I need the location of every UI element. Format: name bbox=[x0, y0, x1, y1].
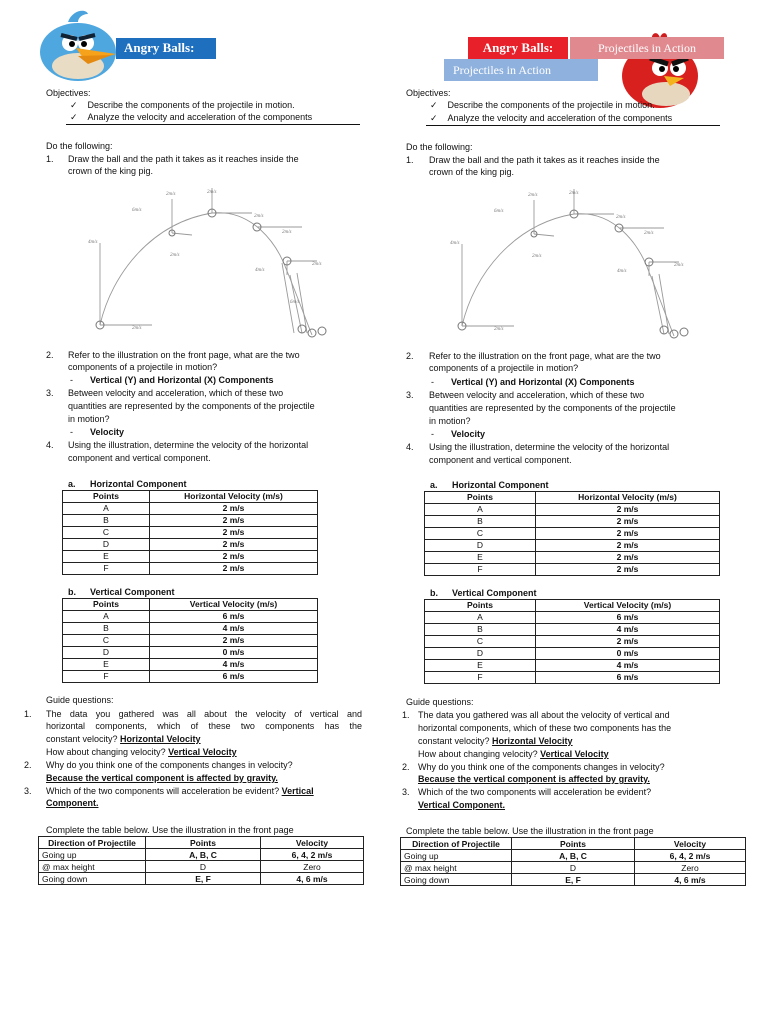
g1-text-1: The data you gathered was all about the velocity of vertical and bbox=[418, 710, 670, 720]
sketch-label: 2m/s bbox=[494, 327, 504, 332]
g3-text-1: Which of the two components will acceleration be evident? bbox=[418, 787, 652, 797]
g1-text-3: constant velocity? Horizontal Velocity bbox=[46, 734, 201, 744]
q3-answer: Velocity bbox=[90, 427, 125, 437]
vertical-label: Vertical Component bbox=[90, 587, 175, 597]
table-row: F 2 m/s bbox=[425, 564, 720, 576]
sketch-label: 2m/s bbox=[170, 253, 180, 258]
q3-text-2: quantities are represented by the components of the projectile bbox=[68, 401, 315, 411]
table-row: B 4 m/s bbox=[63, 623, 318, 635]
q1-number: 1. bbox=[406, 155, 414, 165]
q2-text-1: Refer to the illustration on the front page, what are the two bbox=[68, 350, 300, 360]
q3-text-1: Between velocity and acceleration, which of these two bbox=[429, 390, 645, 400]
table-row: A 6 m/s bbox=[425, 612, 720, 624]
table-row: E 2 m/s bbox=[63, 551, 318, 563]
g1-answer-2: Vertical Velocity bbox=[540, 749, 609, 759]
q3-dash: - bbox=[431, 429, 434, 439]
table-row: @ max height D Zero bbox=[401, 862, 746, 874]
g3-number: 3. bbox=[24, 786, 32, 796]
g1-number: 1. bbox=[24, 709, 32, 719]
q2-answer: Vertical (Y) and Horizontal (X) Components bbox=[451, 377, 635, 387]
q2-text-2: components of a projectile in motion? bbox=[429, 363, 579, 373]
table-row: B 2 m/s bbox=[63, 515, 318, 527]
g1-text-4: How about changing velocity? Vertical Velocity bbox=[418, 749, 609, 759]
sketch-label: 6m/s bbox=[290, 300, 300, 305]
sketch-label: 2m/s bbox=[532, 254, 542, 259]
objectives-rule bbox=[426, 125, 720, 126]
horizontal-label: Horizontal Component bbox=[452, 480, 549, 490]
vertical-table bbox=[424, 599, 720, 684]
g1-text-1: The data you gathered was all about the velocity of vertical and bbox=[46, 709, 362, 719]
blue-bird-icon bbox=[28, 8, 120, 82]
table-row: D 2 m/s bbox=[63, 539, 318, 551]
horizontal-table bbox=[62, 490, 318, 575]
g3-number: 3. bbox=[402, 787, 410, 797]
title-banner: Angry Balls: bbox=[116, 38, 216, 59]
g1-text-2: horizontal components, which of these two components has the bbox=[46, 721, 362, 731]
table-row: Going up A, B, C 6, 4, 2 m/s bbox=[39, 849, 364, 861]
horizontal-label-letter: a. bbox=[68, 479, 76, 489]
g1-answer-1: Horizontal Velocity bbox=[492, 736, 573, 746]
header-cell: Vertical Velocity (m/s) bbox=[536, 600, 720, 612]
g1-text-4: How about changing velocity? Vertical Velocity bbox=[46, 747, 237, 757]
objectives-heading: Objectives: bbox=[46, 88, 91, 98]
subtitle-banner-pink: Projectiles in Action bbox=[570, 37, 724, 59]
sketch-label: 4m/s bbox=[450, 241, 460, 246]
header-cell: Velocity bbox=[635, 838, 746, 850]
q1-text-1: Draw the ball and the path it takes as it reaches inside the bbox=[429, 155, 660, 165]
sketch-label: 4m/s bbox=[88, 240, 98, 245]
table-row: Going down E, F 4, 6 m/s bbox=[39, 873, 364, 885]
vertical-table bbox=[62, 598, 318, 683]
header-cell: Horizontal Velocity (m/s) bbox=[536, 492, 720, 504]
g1-text-2: horizontal components, which of these two components has the bbox=[418, 723, 672, 733]
table-row: F 2 m/s bbox=[63, 563, 318, 575]
objectives-rule bbox=[66, 124, 360, 125]
g2-text-1: Why do you think one of the components changes in velocity? bbox=[418, 762, 665, 772]
table-row: C 2 m/s bbox=[63, 635, 318, 647]
sketch-label: 2m/s bbox=[312, 262, 322, 267]
q3-answer: Velocity bbox=[451, 429, 486, 439]
objective-2: ✓ Analyze the velocity and acceleration of the components bbox=[430, 113, 673, 123]
q3-text-2: quantities are represented by the components of the projectile bbox=[429, 403, 676, 413]
q3-text-3: in motion? bbox=[68, 414, 110, 424]
table-row: B 4 m/s bbox=[425, 624, 720, 636]
objective-2: ✓ Analyze the velocity and acceleration of the components bbox=[70, 112, 313, 122]
complete-text: Complete the table below. Use the illustration in the front page bbox=[406, 826, 654, 836]
worksheet-right bbox=[384, 0, 768, 1024]
sketch-label: 2m/s bbox=[616, 215, 626, 220]
complete-text: Complete the table below. Use the illustration in the front page bbox=[46, 825, 294, 835]
horizontal-label: Horizontal Component bbox=[90, 479, 187, 489]
sketch-label: 2m/s bbox=[166, 192, 176, 197]
q1-text-2: crown of the king pig. bbox=[68, 166, 154, 176]
sketch-label: 2m/s bbox=[207, 190, 217, 195]
table-row: @ max height D Zero bbox=[39, 861, 364, 873]
sketch-label: 6m/s bbox=[494, 209, 504, 214]
g3-text-1: Which of the two components will acceleration be evident? Vertical bbox=[46, 786, 314, 796]
g2-text-1: Why do you think one of the components changes in velocity? bbox=[46, 760, 293, 770]
q3-text-1: Between velocity and acceleration, which of these two bbox=[68, 388, 284, 398]
header-cell: Direction of Projectile bbox=[401, 838, 512, 850]
sketch-label: 4m/s bbox=[255, 268, 265, 273]
table-row: D 0 m/s bbox=[425, 648, 720, 660]
q2-dash: - bbox=[431, 377, 434, 387]
objective-1: ✓ Describe the components of the projectile in motion. bbox=[70, 100, 295, 110]
sketch-label: 2m/s bbox=[528, 193, 538, 198]
vertical-label: Vertical Component bbox=[452, 588, 537, 598]
q4-text-2: component and vertical component. bbox=[68, 453, 211, 463]
table-row: C 2 m/s bbox=[63, 527, 318, 539]
g1-answer-1: Horizontal Velocity bbox=[120, 734, 201, 744]
header-cell: Points bbox=[425, 492, 536, 504]
table-row: F 6 m/s bbox=[425, 672, 720, 684]
table-row: C 2 m/s bbox=[425, 636, 720, 648]
q4-number: 4. bbox=[46, 440, 54, 450]
g3-answer-b: Component. bbox=[46, 798, 99, 808]
q4-text-1: Using the illustration, determine the velocity of the horizontal bbox=[429, 442, 670, 452]
horizontal-label-letter: a. bbox=[430, 480, 438, 490]
subtitle-banner-blue: Projectiles in Action bbox=[444, 59, 598, 81]
objectives-heading: Objectives: bbox=[406, 88, 451, 98]
trajectory-sketch bbox=[424, 184, 722, 344]
q2-text-1: Refer to the illustration on the front page, what are the two bbox=[429, 351, 661, 361]
q4-number: 4. bbox=[406, 442, 414, 452]
do-following: Do the following: bbox=[46, 141, 113, 151]
q2-dash: - bbox=[70, 375, 73, 385]
g2-answer: Because the vertical component is affected by gravity. bbox=[46, 773, 278, 783]
q2-number: 2. bbox=[46, 350, 54, 360]
q3-number: 3. bbox=[46, 388, 54, 398]
trajectory-sketch bbox=[62, 183, 360, 345]
g3-answer-a: Vertical bbox=[281, 786, 314, 796]
g1-text-3: constant velocity? Horizontal Velocity bbox=[418, 736, 573, 746]
table-row: A 2 m/s bbox=[425, 504, 720, 516]
g2-number: 2. bbox=[24, 760, 32, 770]
header-cell: Points bbox=[63, 491, 150, 503]
objective-1: ✓ Describe the components of the projectile in motion. bbox=[430, 100, 655, 110]
table-row: D 0 m/s bbox=[63, 647, 318, 659]
header-cell: Points bbox=[146, 837, 261, 849]
q1-number: 1. bbox=[46, 154, 54, 164]
table-row: A 2 m/s bbox=[63, 503, 318, 515]
summary-table bbox=[400, 837, 746, 886]
q1-text-2: crown of the king pig. bbox=[429, 167, 515, 177]
sketch-label: 2m/s bbox=[644, 231, 654, 236]
table-row: Going up A, B, C 6, 4, 2 m/s bbox=[401, 850, 746, 862]
guide-heading: Guide questions: bbox=[46, 695, 114, 705]
table-row: Going down E, F 4, 6 m/s bbox=[401, 874, 746, 886]
q3-text-3: in motion? bbox=[429, 416, 471, 426]
table-row: F 6 m/s bbox=[63, 671, 318, 683]
q3-dash: - bbox=[70, 427, 73, 437]
guide-heading: Guide questions: bbox=[406, 697, 474, 707]
g2-number: 2. bbox=[402, 762, 410, 772]
q4-text-1: Using the illustration, determine the velocity of the horizontal bbox=[68, 440, 309, 450]
table-row: E 4 m/s bbox=[425, 660, 720, 672]
sketch-label: 2m/s bbox=[132, 326, 142, 331]
sketch-label: 2m/s bbox=[674, 263, 684, 268]
vertical-label-letter: b. bbox=[68, 587, 76, 597]
g2-answer: Because the vertical component is affected by gravity. bbox=[418, 774, 650, 784]
header-cell: Points bbox=[512, 838, 635, 850]
g1-answer-2: Vertical Velocity bbox=[168, 747, 237, 757]
q2-number: 2. bbox=[406, 351, 414, 361]
table-row: D 2 m/s bbox=[425, 540, 720, 552]
header-cell: Vertical Velocity (m/s) bbox=[150, 599, 318, 611]
q2-text-2: components of a projectile in motion? bbox=[68, 362, 218, 372]
summary-table bbox=[38, 836, 364, 885]
header-cell: Horizontal Velocity (m/s) bbox=[150, 491, 318, 503]
do-following: Do the following: bbox=[406, 142, 473, 152]
header-cell: Direction of Projectile bbox=[39, 837, 146, 849]
q3-number: 3. bbox=[406, 390, 414, 400]
header-cell: Velocity bbox=[261, 837, 364, 849]
table-row: E 4 m/s bbox=[63, 659, 318, 671]
q4-text-2: component and vertical component. bbox=[429, 455, 572, 465]
q2-answer: Vertical (Y) and Horizontal (X) Components bbox=[90, 375, 274, 385]
vertical-label-letter: b. bbox=[430, 588, 438, 598]
sketch-label: 2m/s bbox=[254, 214, 264, 219]
g3-answer: Vertical Component. bbox=[418, 800, 506, 810]
title-banner-right: Angry Balls: bbox=[468, 37, 568, 59]
sketch-label: 2m/s bbox=[569, 191, 579, 196]
header-cell: Points bbox=[63, 599, 150, 611]
table-row: E 2 m/s bbox=[425, 552, 720, 564]
header-cell: Points bbox=[425, 600, 536, 612]
horizontal-table bbox=[424, 491, 720, 576]
sketch-label: 2m/s bbox=[282, 230, 292, 235]
table-row: B 2 m/s bbox=[425, 516, 720, 528]
table-row: C 2 m/s bbox=[425, 528, 720, 540]
q1-text-1: Draw the ball and the path it takes as it reaches inside the bbox=[68, 154, 299, 164]
sketch-label: 4m/s bbox=[617, 269, 627, 274]
sketch-label: 6m/s bbox=[132, 208, 142, 213]
table-row: A 6 m/s bbox=[63, 611, 318, 623]
g1-number: 1. bbox=[402, 710, 410, 720]
